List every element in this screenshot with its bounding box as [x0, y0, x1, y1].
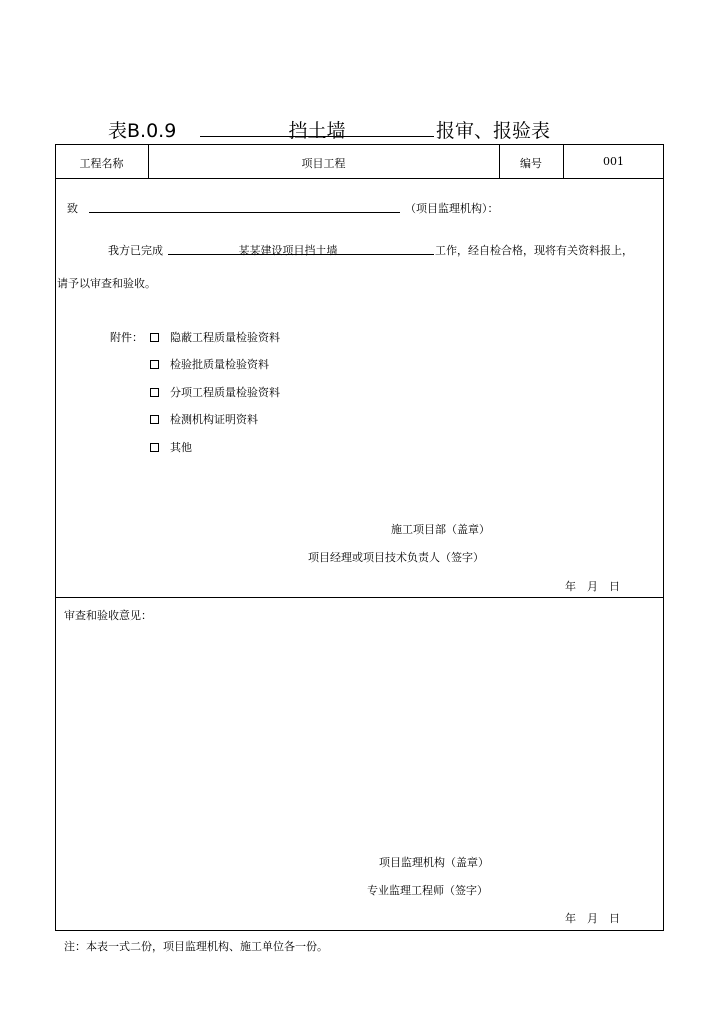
checkbox[interactable] [150, 360, 159, 369]
attachment-label: 分项工程质量检验资料 [170, 386, 280, 399]
manager-sign: 项目经理或项目技术负责人（签字） [308, 551, 484, 564]
attachment-item[interactable] [150, 356, 269, 372]
supervisor-org-suffix: （项目监理机构）： [405, 202, 499, 215]
checkbox[interactable] [150, 443, 159, 452]
table-number: 表B.0.9 [108, 120, 177, 142]
attachment-item[interactable] [150, 329, 280, 345]
completed-work: 某某建设项目挡土墙 [238, 244, 338, 257]
attachment-label: 隐蔽工程质量检验资料 [170, 331, 280, 344]
form-frame [55, 144, 664, 931]
form-subject: 挡土墙 [288, 120, 346, 142]
attachment-item[interactable] [150, 384, 280, 400]
checkbox[interactable] [150, 415, 159, 424]
attachment-label: 检验批质量检验资料 [170, 358, 269, 371]
footer-note: 注：本表一式二份，项目监理机构、施工单位各一份。 [64, 940, 328, 953]
request-text: 请予以审查和验收。 [57, 277, 156, 290]
review-date: 年 月 日 [565, 912, 620, 925]
contractor-seal: 施工项目部（盖章） [391, 523, 490, 536]
completed-prefix: 我方已完成 [108, 244, 163, 257]
to-label: 致 [67, 202, 78, 215]
section-divider [55, 597, 664, 598]
checkbox[interactable] [150, 388, 159, 397]
opinion-label: 审查和验收意见： [64, 609, 152, 622]
checkbox[interactable] [150, 333, 159, 342]
number-label: 编号 [520, 157, 542, 170]
attachment-label: 检测机构证明资料 [170, 413, 258, 426]
attachment-item[interactable] [150, 411, 258, 427]
attachment-label: 其他 [170, 441, 192, 454]
completed-suffix: 工作，经自检合格，现将有关资料报上， [435, 244, 633, 257]
project-name-value: 项目工程 [301, 157, 346, 170]
supervisor-seal: 项目监理机构（盖章） [379, 856, 489, 869]
attachments-label: 附件： [110, 331, 143, 344]
engineer-sign: 专业监理工程师（签字） [367, 884, 488, 897]
number-value: 001 [603, 155, 624, 168]
project-name-label: 工程名称 [79, 157, 124, 170]
contractor-date: 年 月 日 [565, 580, 620, 593]
form-title: 报审、报验表 [436, 120, 551, 142]
attachment-item[interactable] [150, 439, 192, 455]
to-underline [89, 212, 400, 213]
info-row-divider [55, 178, 664, 179]
